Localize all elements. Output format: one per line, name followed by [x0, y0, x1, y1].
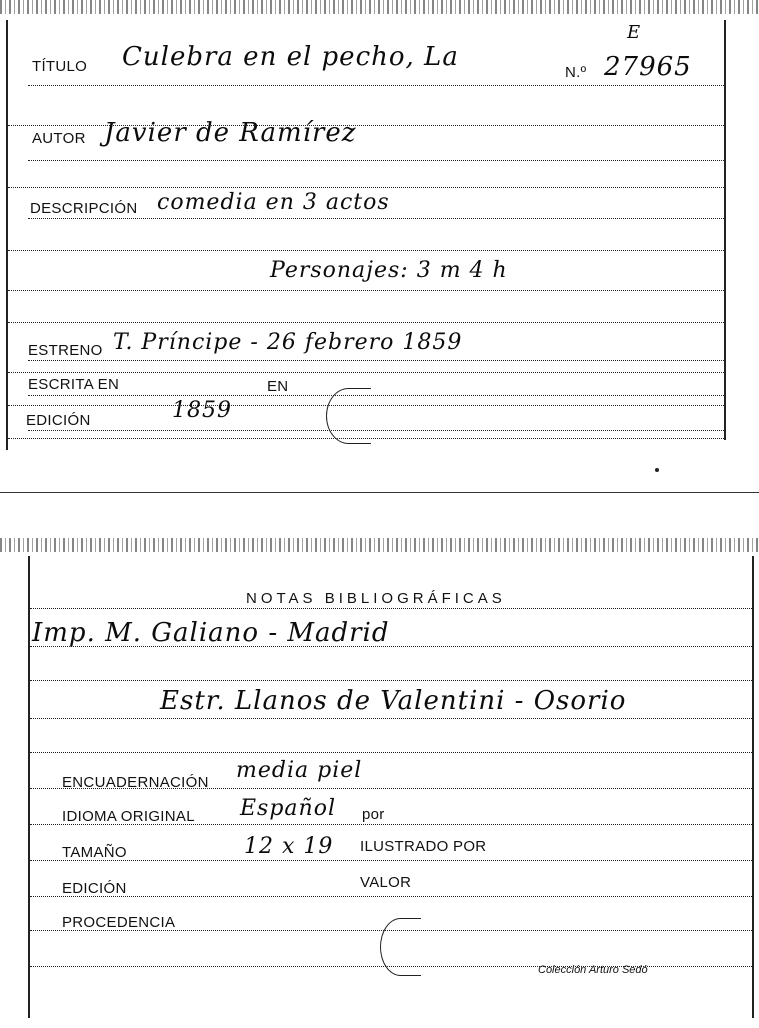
- rule-line: [28, 160, 724, 161]
- rule-line: [8, 250, 724, 251]
- edicion-label: EDICIÓN: [26, 412, 91, 429]
- rule-line: [30, 680, 752, 681]
- rule-line: [8, 290, 724, 291]
- rule-line: [8, 322, 724, 323]
- rule-line: [8, 372, 724, 373]
- autor-label: AUTOR: [32, 130, 86, 147]
- rule-line: [30, 860, 752, 861]
- nota-line-2: Estr. Llanos de Valentini - Osorio: [160, 686, 627, 716]
- rule-line: [28, 395, 724, 396]
- ilustrado-label: ILUSTRADO POR: [360, 838, 487, 855]
- card-left-border: [6, 20, 8, 450]
- descripcion-value: comedia en 3 actos: [157, 190, 390, 215]
- por-label: por: [362, 806, 385, 823]
- autor-value: Javier de Ramírez: [104, 118, 357, 148]
- torn-top-edge: [0, 538, 759, 552]
- card-separator: [0, 492, 759, 493]
- procedencia-label: PROCEDENCIA: [62, 914, 176, 931]
- escrita-en-label: ESCRITA EN: [28, 376, 120, 393]
- punch-hole: [380, 918, 421, 976]
- edicion-label: EDICIÓN: [62, 880, 127, 897]
- rule-line: [30, 608, 752, 609]
- estreno-label: ESTRENO: [28, 342, 103, 359]
- idioma-label: IDIOMA ORIGINAL: [62, 808, 195, 825]
- numero-superscript: E: [627, 22, 642, 43]
- rule-line: [28, 218, 724, 219]
- encuadernacion-value: media piel: [236, 758, 363, 783]
- punch-hole: [326, 388, 371, 444]
- tamano-value: 12 x 19: [244, 834, 334, 859]
- catalog-card-front: [0, 0, 759, 492]
- collection-credit: Colección Arturo Sedó: [538, 964, 648, 976]
- catalog-card-back: [0, 538, 759, 1028]
- rule-line: [28, 430, 724, 431]
- nota-line-1: Imp. M. Galiano - Madrid: [32, 618, 390, 648]
- rule-line: [8, 187, 724, 188]
- en-label: EN: [267, 378, 289, 395]
- numero-value: 27965: [604, 52, 692, 82]
- tamano-label: TAMAÑO: [62, 844, 127, 861]
- card-left-border: [28, 556, 30, 1018]
- valor-label: VALOR: [360, 874, 412, 891]
- titulo-value: Culebra en el pecho, La: [122, 42, 459, 72]
- rule-line: [30, 752, 752, 753]
- rule-line: [30, 718, 752, 719]
- encuadernacion-label: ENCUADERNACIÓN: [62, 774, 209, 791]
- estreno-value: T. Príncipe - 26 febrero 1859: [113, 330, 463, 355]
- rule-line: [30, 896, 752, 897]
- ink-dot: [655, 468, 659, 472]
- titulo-label: TÍTULO: [32, 58, 88, 75]
- personajes-value: Personajes: 3 m 4 h: [270, 258, 508, 283]
- notas-heading: NOTAS BIBLIOGRÁFICAS: [246, 590, 506, 607]
- card-right-border: [724, 20, 726, 440]
- numero-label: N.º: [565, 64, 587, 81]
- torn-top-edge: [0, 0, 759, 14]
- descripcion-label: DESCRIPCIÓN: [30, 200, 138, 217]
- idioma-value: Español: [240, 796, 336, 821]
- rule-line: [28, 85, 724, 86]
- card-right-border: [752, 556, 754, 1018]
- rule-line: [28, 360, 724, 361]
- edicion-value: 1859: [172, 398, 232, 423]
